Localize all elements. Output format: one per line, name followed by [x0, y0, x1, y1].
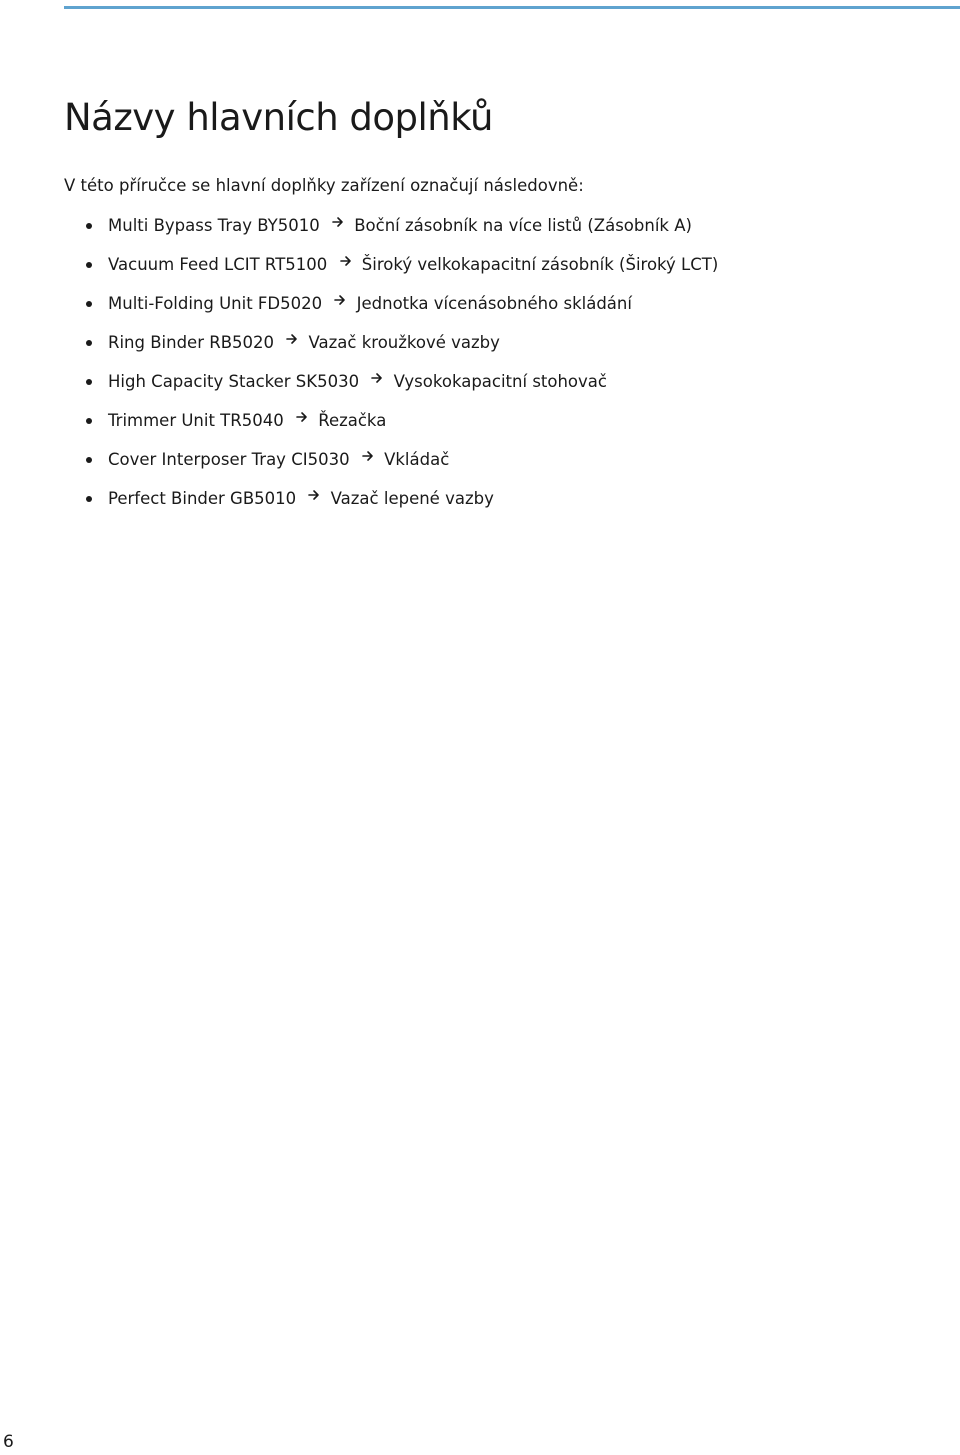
list-item [64, 441, 718, 480]
option-alias: Vysokokapacitní stohovač [393, 372, 607, 391]
list-item [64, 207, 718, 246]
option-alias: Široký velkokapacitní zásobník (Široký LCT) [361, 255, 719, 274]
bullet-icon [86, 418, 92, 424]
list-item [64, 285, 718, 324]
option-name: Multi-Folding Unit FD5020 [108, 294, 323, 313]
option-alias: Boční zásobník na více listů (Zásobník A) [354, 216, 692, 235]
bullet-icon [86, 379, 92, 385]
bullet-icon [86, 457, 92, 463]
arrow-right-icon [361, 449, 375, 463]
option-name: Trimmer Unit TR5040 [108, 411, 284, 430]
arrow-right-icon [370, 371, 384, 385]
option-list [64, 207, 718, 519]
option-name: Ring Binder RB5020 [108, 333, 275, 352]
page-title: Názvy hlavních doplňků [64, 96, 493, 139]
list-item [64, 246, 718, 285]
option-name: Vacuum Feed LCIT RT5100 [108, 255, 328, 274]
bullet-icon [86, 301, 92, 307]
option-name: Perfect Binder GB5010 [108, 489, 297, 508]
arrow-right-icon [339, 254, 353, 268]
arrow-right-icon [295, 410, 309, 424]
page-number: 6 [3, 1432, 14, 1452]
arrow-right-icon [331, 215, 345, 229]
option-name: Cover Interposer Tray CI5030 [108, 450, 350, 469]
list-item [64, 402, 718, 441]
arrow-right-icon [333, 293, 347, 307]
bullet-icon [86, 340, 92, 346]
arrow-right-icon [307, 488, 321, 502]
option-alias: Vazač lepené vazby [330, 489, 494, 508]
option-name: Multi Bypass Tray BY5010 [108, 216, 320, 235]
list-item [64, 480, 718, 519]
header-rule [64, 6, 960, 9]
option-name: High Capacity Stacker SK5030 [108, 372, 360, 391]
option-alias: Vkládač [384, 450, 450, 469]
option-alias: Řezačka [318, 411, 387, 430]
list-item [64, 363, 718, 402]
option-alias: Jednotka vícenásobného skládání [356, 294, 632, 313]
bullet-icon [86, 496, 92, 502]
arrow-right-icon [285, 332, 299, 346]
bullet-icon [86, 223, 92, 229]
option-alias: Vazač kroužkové vazby [308, 333, 500, 352]
intro-text: V této příručce se hlavní doplňky zařízení označují následovně: [64, 176, 584, 195]
bullet-icon [86, 262, 92, 268]
list-item [64, 324, 718, 363]
